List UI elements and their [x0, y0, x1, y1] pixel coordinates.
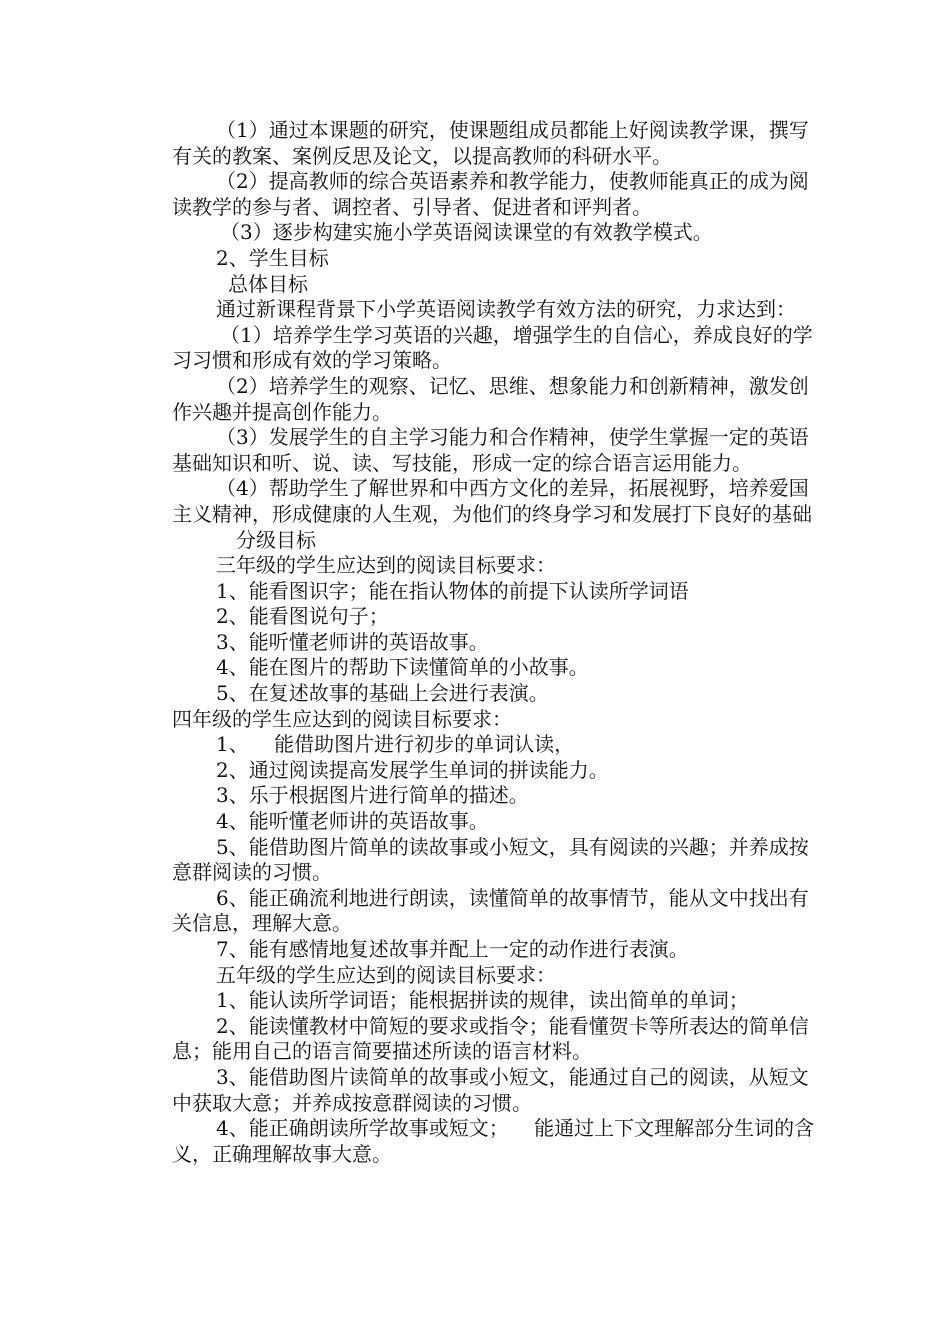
paragraph: 5、能借助图片简单的读故事或小短文，具有阅读的兴趣；并养成按意群阅读的习惯。	[172, 834, 809, 885]
paragraph: 通过新课程背景下小学英语阅读教学有效方法的研究，力求达到：	[216, 297, 796, 322]
paragraph: 总体目标	[228, 271, 308, 296]
paragraph: 6、能正确流利地进行朗读，读懂简单的故事情节，能从文中找出有关信息，理解大意。	[172, 885, 809, 936]
paragraph: 1、 能借助图片进行初步的单词认读，	[216, 732, 575, 757]
paragraph: 4、能听懂老师讲的英语故事。	[216, 809, 489, 834]
paragraph: （4）帮助学生了解世界和中西方文化的差异，拓展视野，培养爱国主义精神，形成健康的人生观，为他们的终身学习和发展打下良好的基础	[172, 476, 812, 526]
paragraph: 五年级的学生应达到的阅读目标要求：	[216, 962, 556, 987]
paragraph: 4、能在图片的帮助下读懂简单的小故事。	[216, 655, 589, 680]
paragraph: 1、能看图识字；能在指认物体的前提下认读所学词语	[216, 578, 689, 603]
paragraph: 3、能借助图片读简单的故事或小短文，能通过自己的阅读，从短文中获取大意；并养成按意群阅读的习惯。	[172, 1064, 809, 1115]
paragraph: （2）培养学生的观察、记忆、思维、想象能力和创新精神，激发创作兴趣并提高创作能力。	[172, 373, 809, 424]
paragraph: （3）发展学生的自主学习能力和合作精神，使学生掌握一定的英语基础知识和听、说、读、写技能，形成一定的综合语言运用能力。	[172, 425, 809, 475]
paragraph: 分级目标	[236, 527, 316, 552]
paragraph: 5、在复述故事的基础上会进行表演。	[216, 681, 549, 706]
paragraph: 四年级的学生应达到的阅读目标要求：	[172, 706, 512, 731]
paragraph: 3、能听懂老师讲的英语故事。	[216, 629, 489, 654]
paragraph: 2、能看图说句子；	[216, 604, 389, 629]
paragraph: 2、能读懂教材中简短的要求或指令；能看懂贺卡等所表达的简单信息；能用自己的语言简要描述所读的语言材料。	[172, 1013, 809, 1064]
paragraph: 1、能认读所学词语；能根据拼读的规律，读出简单的单词；	[216, 988, 749, 1013]
paragraph: 4、能正确朗读所学故事或短文； 能通过上下文理解部分生词的含义，正确理解故事大意。	[172, 1116, 815, 1166]
paragraph: 3、乐于根据图片进行简单的描述。	[216, 783, 529, 808]
document-body	[172, 118, 822, 1167]
paragraph: （2）提高教师的综合英语素养和教学能力，使教师能真正的成为阅读教学的参与者、调控者、引导者、促进者和评判者。	[172, 169, 809, 219]
paragraph: 2、通过阅读提高发展学生单词的拼读能力。	[216, 757, 609, 782]
paragraph: （3）逐步构建实施小学英语阅读课堂的有效教学模式。	[220, 220, 713, 245]
paragraph: 2、学生目标	[216, 245, 329, 270]
paragraph: （1）通过本课题的研究，使课题组成员都能上好阅读教学课，撰写有关的教案、案例反思及论文，以提高教师的科研水平。	[172, 118, 809, 168]
paragraph: 三年级的学生应达到的阅读目标要求：	[216, 553, 556, 578]
paragraph: 7、能有感情地复述故事并配上一定的动作进行表演。	[216, 937, 689, 961]
paragraph: （1）培养学生学习英语的兴趣，增强学生的自信心，养成良好的学习习惯和形成有效的学习策略。	[172, 322, 813, 373]
